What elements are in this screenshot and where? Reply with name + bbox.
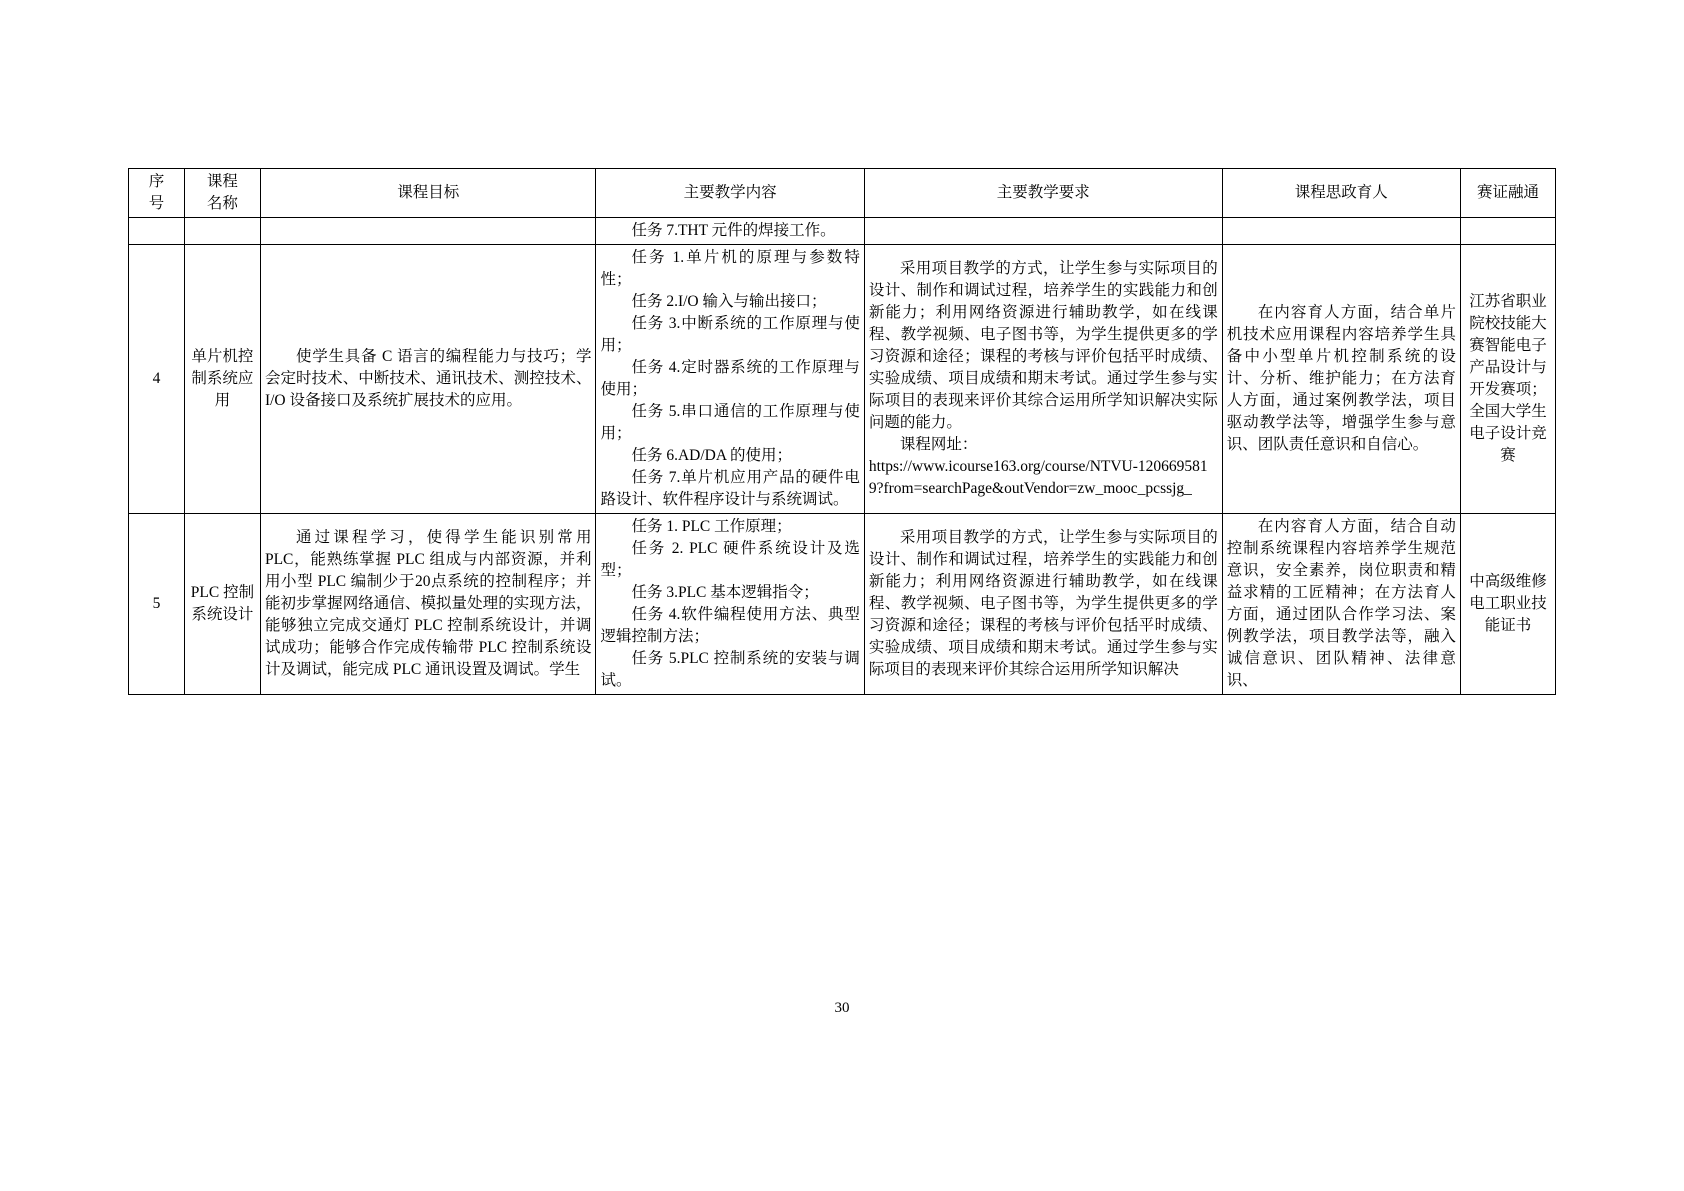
cell-course-goal	[260, 218, 596, 245]
table-row	[129, 218, 1556, 245]
cell-competition-certificate: 中高级维修电工职业技能证书	[1460, 514, 1555, 695]
cell-sequence: 4	[129, 245, 185, 514]
cell-ideological-education	[1222, 218, 1460, 245]
curriculum-table	[128, 168, 1556, 695]
cell-ideological-education: 在内容育人方面，结合单片机技术应用课程内容培养学生具备中小型单片机控制系统的设计、分析、维护能力；在方法育人方面，通过案例教学法，项目驱动教学法等，增强学生参与意识、团队责任意识和自信心。	[1222, 245, 1460, 514]
content-item: 任务 1.单片机的原理与参数特性；	[600, 249, 860, 288]
table-row	[129, 245, 1556, 514]
content-item: 任务 3.中断系统的工作原理与使用；	[600, 315, 860, 354]
column-header-sequence: 序 号	[129, 169, 185, 218]
page-number: 30	[834, 1000, 850, 1016]
course-url: https://www.icourse163.org/course/NTVU-1206695819?from=searchPage&outVendor=zw_mooc_pcssjg_	[868, 458, 1208, 497]
course-url-label: 课程网址：	[899, 436, 978, 453]
table-row	[129, 514, 1556, 695]
column-header-competition-certificate: 赛证融通	[1460, 169, 1555, 218]
cell-teaching-content	[596, 218, 864, 245]
cell-course-name	[184, 218, 260, 245]
cell-teaching-requirement: 采用项目教学的方式，让学生参与实际项目的设计、制作和调试过程，培养学生的实践能力和创新能力；利用网络资源进行辅助教学，如在线课程、教学视频、电子图书等，为学生提供更多的学习资源和途径；课程的考核与评价包括平时成绩、实验成绩、项目成绩和期末考试。通过学生参与实际项目的表现来评价其综合运用所学知识解决实际问题的能力。 课程网址： https://www.icourse163.org/course/NTVU-1206695819?from=searchPage&outVendor=zw_mooc_pcssjg_	[864, 245, 1222, 514]
content-item: 任务 7.单片机应用产品的硬件电路设计、软件程序设计与系统调试。	[600, 469, 860, 508]
content-item: 任务 1. PLC 工作原理；	[631, 518, 792, 535]
cell-sequence	[129, 218, 185, 245]
table-header	[129, 169, 1556, 218]
cell-teaching-requirement: 采用项目教学的方式，让学生参与实际项目的设计、制作和调试过程，培养学生的实践能力和创新能力；利用网络资源进行辅助教学，如在线课程、教学视频、电子图书等，为学生提供更多的学习资源和途径；课程的考核与评价包括平时成绩、实验成绩、项目成绩和期末考试。通过学生参与实际项目的表现来评价其综合运用所学知识解决	[864, 514, 1222, 695]
cell-course-name: PLC 控制系统设计	[184, 514, 260, 695]
cell-course-name: 单片机控制系统应用	[184, 245, 260, 514]
column-header-teaching-requirement: 主要教学要求	[864, 169, 1222, 218]
content-item: 任务 5.PLC 控制系统的安装与调试。	[600, 650, 860, 689]
cell-teaching-content	[596, 245, 864, 514]
content-item: 任务 5.串口通信的工作原理与使用；	[600, 403, 860, 442]
column-header-ideological-education: 课程思政育人	[1222, 169, 1460, 218]
content-item: 任务 6.AD/DA 的使用；	[631, 447, 793, 464]
column-header-course-goal: 课程目标	[260, 169, 596, 218]
content-item: 任务 4.软件编程使用方法、典型逻辑控制方法；	[600, 606, 860, 645]
cell-ideological-education: 在内容育人方面，结合自动控制系统课程内容培养学生规范意识，安全素养，岗位职责和精益求精的工匠精神；在方法育人方面，通过团队合作学习法、案例教学法，项目教学法等，融入诚信意识、团队精神、法律意识、	[1222, 514, 1460, 695]
cell-course-goal: 使学生具备 C 语言的编程能力与技巧；学会定时技术、中断技术、通讯技术、测控技术、I/O 设备接口及系统扩展技术的应用。	[260, 245, 596, 514]
cell-sequence: 5	[129, 514, 185, 695]
content-item: 任务 2.I/O 输入与输出接口；	[631, 293, 827, 310]
content-item: 任务 7.THT 元件的焊接工作。	[631, 222, 836, 239]
content-item: 任务 3.PLC 基本逻辑指令；	[631, 584, 819, 601]
column-header-course-name: 课程 名称	[184, 169, 260, 218]
content-item: 任务 4.定时器系统的工作原理与使用；	[600, 359, 860, 398]
cell-competition-certificate	[1460, 218, 1555, 245]
table-header-row	[129, 169, 1556, 218]
cell-teaching-content	[596, 514, 864, 695]
cell-competition-certificate: 江苏省职业院校技能大赛智能电子产品设计与开发赛项；全国大学生电子设计竞赛	[1460, 245, 1555, 514]
cell-teaching-requirement	[864, 218, 1222, 245]
column-header-teaching-content: 主要教学内容	[596, 169, 864, 218]
cell-course-goal: 通过课程学习，使得学生能识别常用 PLC，能熟练掌握 PLC 组成与内部资源，并利用小型 PLC 编制少于20点系统的控制程序；并能初步掌握网络通信、模拟量处理的实现方法，能够独立完成交通灯 PLC 控制系统设计，并调试成功；能够合作完成传输带 PLC 控制系统设计及调试，能完成 PLC 通讯设置及调试。学生	[260, 514, 596, 695]
content-item: 任务 2. PLC 硬件系统设计及选型；	[600, 540, 860, 579]
